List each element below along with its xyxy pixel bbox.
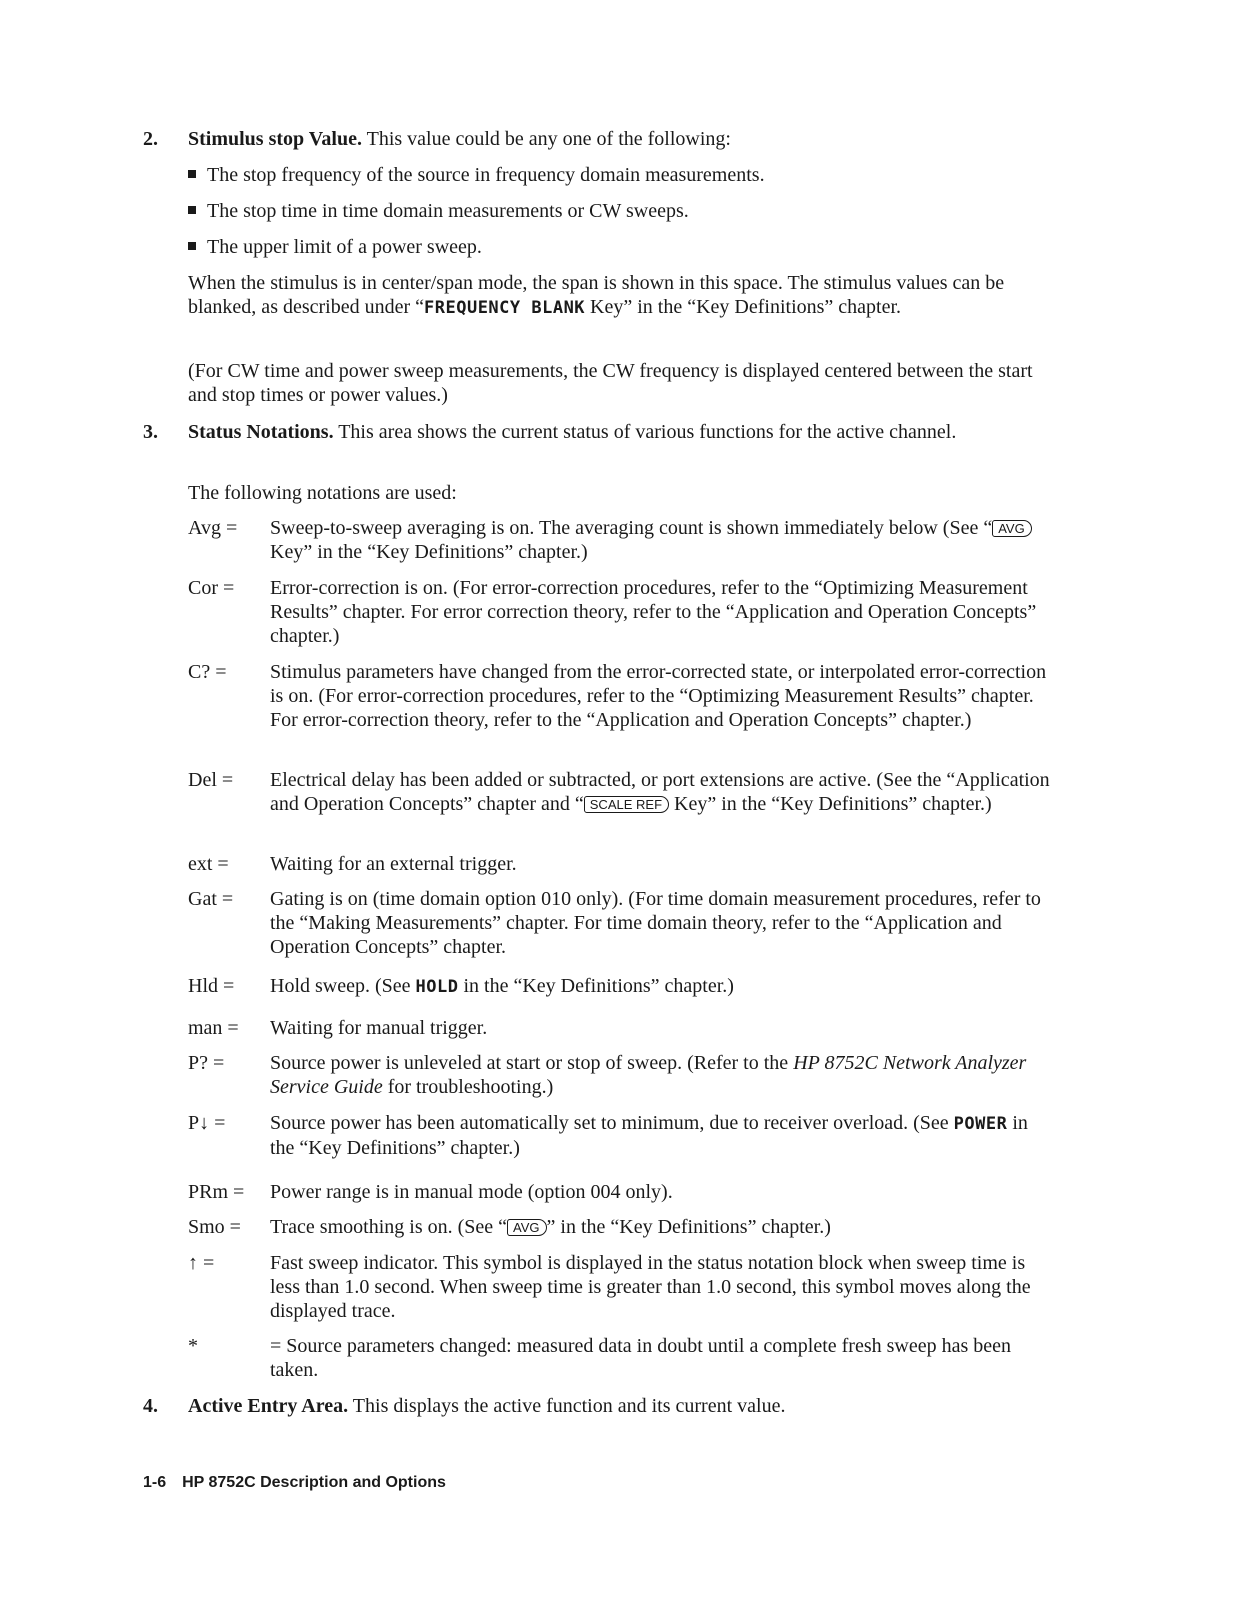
item-intro: This area shows the current status of various functions for the active channel. <box>338 421 957 443</box>
paragraph: When the stimulus is in center/span mode, the span is shown in this space. The stimulus values can be blanked, as described under “FREQUENCY BLANK Key” in the “Key Definitions” chapter. <box>188 272 1005 318</box>
notation-term: ext = <box>188 853 229 875</box>
notation-term: P↓ = <box>188 1112 226 1134</box>
notation-term: ↑ = <box>188 1252 215 1274</box>
bullet-icon <box>188 206 196 214</box>
notation-definition: Waiting for manual trigger. <box>270 1017 488 1039</box>
hardkey-avg: AVG <box>507 1219 547 1236</box>
item-title: Status Notations. <box>188 421 334 443</box>
notation-definition: Fast sweep indicator. This symbol is displayed in the status notation block when sweep time is less than 1.0 second. When sweep time is greater than 1.0 second, this symbol moves along the displayed trace. <box>270 1252 1031 1322</box>
item-intro: This displays the active function and its current value. <box>352 1395 786 1417</box>
item-heading <box>188 1394 1048 1418</box>
notation-definition: Gating is on (time domain option 010 only). (For time domain measurement procedures, refer to the “Making Measurements” chapter. For time domain theory, refer to the “Application and Operation Concepts” chapter. <box>270 888 1041 958</box>
bullet-icon <box>188 170 196 178</box>
item-number: 4. <box>143 1395 158 1417</box>
notation-term: Del = <box>188 769 234 791</box>
list-item: The stop frequency of the source in frequency domain measurements. <box>188 163 1048 187</box>
page-footer <box>143 1471 446 1495</box>
notation-definition: Waiting for an external trigger. <box>270 853 517 875</box>
notation-term: Gat = <box>188 888 234 910</box>
item-heading <box>188 420 1048 444</box>
softkey-power: POWER <box>953 1114 1008 1134</box>
item-number: 3. <box>143 421 158 443</box>
notation-term: Hld = <box>188 975 235 997</box>
item-heading <box>188 127 1048 151</box>
notation-term: * <box>188 1335 198 1357</box>
softkey-frequency-blank: FREQUENCY BLANK <box>424 298 586 318</box>
list-item: The stop time in time domain measurements or CW sweeps. <box>188 199 1048 223</box>
hardkey-scale-ref: SCALE REF <box>584 796 669 813</box>
notation-definition: Source power is unleveled at start or stop of sweep. (Refer to the HP 8752C Network Analyzer Service Guide for troubleshooting.) <box>270 1052 1027 1098</box>
notation-definition: Power range is in manual mode (option 004 only). <box>270 1181 673 1203</box>
notation-term: P? = <box>188 1052 225 1074</box>
notation-definition: Electrical delay has been added or subtracted, or port extensions are active. (See the “Application and Operation Concepts” chapter and “ SCALE REF Key” in the “Key Definitions” chapter.) <box>270 769 1050 815</box>
item-number: 2. <box>143 128 158 150</box>
notation-term: PRm = <box>188 1181 245 1203</box>
manual-title: HP 8752C Network Analyzer Service Guide <box>270 1052 1027 1098</box>
list-item: The upper limit of a power sweep. <box>188 235 1048 259</box>
page-number: 1-6 <box>143 1474 167 1491</box>
notation-definition: Trace smoothing is on. (See “ AVG ” in the “Key Definitions” chapter.) <box>270 1216 831 1238</box>
hardkey-avg: AVG <box>992 520 1032 537</box>
notation-definition: Source power has been automatically set to minimum, due to receiver overload. (See POWER in the “Key Definitions” chapter.) <box>270 1112 1028 1159</box>
notation-term: Avg = <box>188 517 238 539</box>
paragraph: The following notations are used: <box>188 482 457 504</box>
notation-term: Cor = <box>188 577 235 599</box>
paragraph: (For CW time and power sweep measurements, the CW frequency is displayed centered between the start and stop times or power values.) <box>188 360 1033 406</box>
notation-definition: Hold sweep. (See HOLD in the “Key Definitions” chapter.) <box>270 975 734 997</box>
notation-term: C? = <box>188 661 227 683</box>
notation-definition: Sweep-to-sweep averaging is on. The averaging count is shown immediately below (See “ AVG Key” in the “Key Definitions” chapter.) <box>270 516 1050 564</box>
notation-term: Smo = <box>188 1216 241 1238</box>
item-title: Stimulus stop Value. <box>188 128 362 150</box>
bullet-icon <box>188 242 196 250</box>
softkey-hold: HOLD <box>415 977 459 997</box>
item-title: Active Entry Area. <box>188 1395 349 1417</box>
item-intro: This value could be any one of the following: <box>366 128 731 150</box>
notation-definition: Error-correction is on. (For error-correction procedures, refer to the “Optimizing Measurement Results” chapter. For error correction theory, refer to the “Application and Operation Concepts” chapter.) <box>270 577 1037 647</box>
notation-definition: Stimulus parameters have changed from the error-corrected state, or interpolated error-correction is on. (For error-correction procedures, refer to the “Optimizing Measurement Results” chapter. For error-correction theory, refer to the “Application and Operation Concepts” chapter.) <box>270 661 1047 731</box>
footer-title: HP 8752C Description and Options <box>182 1474 446 1491</box>
notation-definition: = Source parameters changed: measured data in doubt until a complete fresh sweep has been taken. <box>270 1335 1012 1381</box>
notation-term: man = <box>188 1017 239 1039</box>
